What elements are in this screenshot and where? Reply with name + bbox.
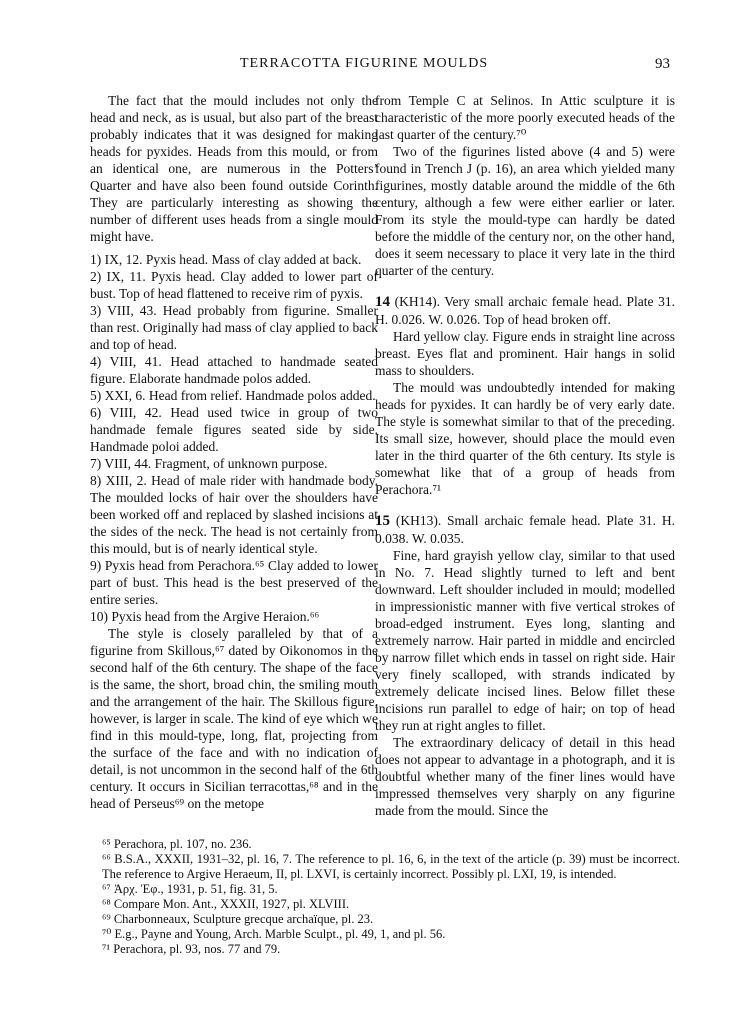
list-item: 7) VIII, 44. Fragment, of unknown purpose. [90,456,328,471]
list-item: 6) VIII, 42. Head used twice in group of two handmade female figures seated side by side. Handmade poloi added. [90,405,378,454]
entry-15-description: (KH13). Small archaic female head. Plate 31. H. 0.038. W. 0.035. [375,513,675,546]
entry-14-paragraph: The mould was undoubtedly intended for making heads for pyxides. It can hardly be of very early date. The style is somewhat similar to that of the preceding. Its small size, however, should place the mould even later in the third quarter of the 6th century. Its style is somewhat like that of a group of heads from Perachora.⁷¹ [375,380,675,497]
entry-15-heading [375,512,675,547]
entry-14-heading [375,293,675,328]
intro-paragraph: The fact that the mould includes not only the head and neck, as is usual, but also part of the breast probably indicates that it was designed for making heads for pyxides. Heads from this mould, or from an identical one, are numerous in the Potters’ Quarter and have also been found outside Corinth. They are particularly interesting as showing the number of different uses heads from a single mould might have. [90,93,378,244]
entry-14-description: (KH14). Very small archaic female head. Plate 31. H. 0.026. W. 0.026. Top of head broken off. [375,294,675,327]
running-header [90,56,680,76]
footnote: ⁷¹ Perachora, pl. 93, nos. 77 and 79. [102,942,281,956]
trench-paragraph: Two of the figurines listed above (4 and 5) were found in Trench J (p. 16), an area which yielded many figurines, mostly datable around the middle of the 6th century, although a few were either earlier or later. From its style the mould-type can hardly be dated before the middle of the century nor, on the other hand, does it seem necessary to place it very late in the third quarter of the century. [375,144,675,278]
list-item: 1) IX, 12. Pyxis head. Mass of clay added at back. [90,252,362,267]
footnote: ⁶⁹ Charbonneaux, Sculpture grecque archaïque, pl. 23. [102,912,374,926]
continued-paragraph: from Temple C at Selinos. In Attic sculpture it is characteristic of the more poorly executed heads of the last quarter of the century.⁷⁰ [375,93,675,142]
footnote: ⁶⁵ Perachora, pl. 107, no. 236. [102,837,252,851]
style-paragraph: The style is closely paralleled by that of a figurine from Skillous,⁶⁷ dated by Oikonomos in the second half of the 6th century. The shape of the face is the same, the short, broad chin, the smiling mouth and the arrangement of the hair. The Skillous figure, however, is larger in scale. The kind of eye which we find in this mould-type, long, flat, projecting from the surface of the face and with no indication of detail, is not uncommon in the second half of the 6th century. It occurs in Sicilian terracottas,⁶⁸ and in the head of Perseus⁶⁹ on the metope [90,626,378,811]
list-item: 4) VIII, 41. Head attached to handmade seated figure. Elaborate handmade polos added. [90,354,378,386]
footnote: ⁶⁷ Ἀρχ. Ἐφ., 1931, p. 51, fig. 31, 5. [102,882,278,896]
left-column [90,92,378,812]
entry-15-paragraph: Fine, hard grayish yellow clay, similar to that used in No. 7. Head slightly turned to left and bent downward. Left shoulder included in mould; modelled in impressionistic manner with five vertical strokes of broad-edged instrument. Eyes long, slanting and extremely narrow. Hair parted in middle and encircled by narrow fillet which ends in tassel on right side. Hair very finely scalloped, with strands indicated by extremely delicate incised lines. Below fillet these incisions run parallel to edge of hair; on top of head they run at right angles to fillet. [375,548,675,733]
entry-15-paragraph: The extraordinary delicacy of detail in this head does not appear to advantage in a photograph, and it is doubtful whether many of the finer lines would have impressed themselves very sharply on any figurine made from the mould. Since the [375,735,675,818]
list-item: 3) VIII, 43. Head probably from figurine. Smaller than rest. Originally had mass of clay applied to back and top of head. [90,303,378,352]
list-item: 8) XIII, 2. Head of male rider with handmade body. The moulded locks of hair over the shoulders have been worked off and replaced by slashed incisions at the sides of the neck. The head is not certainly from this mould, but is of nearly identical style. [90,473,378,556]
right-column [375,92,675,819]
list-item: 9) Pyxis head from Perachora.⁶⁵ Clay added to lower part of bust. This head is the best preserved of the entire series. [90,558,378,607]
running-title: TERRACOTTA FIGURINE MOULDS [240,56,489,71]
entry-15-number: 15 [375,513,390,529]
footnote: ⁶⁸ Compare Mon. Ant., XXXII, 1927, pl. XLVIII. [102,897,350,911]
list-item: 10) Pyxis head from the Argive Heraion.⁶⁶ [90,609,320,624]
footnotes [90,837,680,957]
page-number: 93 [655,56,670,72]
entry-14-number: 14 [375,294,390,310]
list-item: 5) XXI, 6. Head from relief. Handmade polos added. [90,388,376,403]
footnote: ⁶⁶ B.S.A., XXXII, 1931–32, pl. 16, 7. The reference to pl. 16, 6, in the text of the article (p. 39) must be incorrect. The reference to Argive Heraeum, II, pl. LXVI, is certainly incorrect. Possibly pl. LXI, 19, is intended. [102,852,680,881]
list-item: 2) IX, 11. Pyxis head. Clay added to lower part of bust. Top of head flattened to receive rim of pyxis. [90,269,378,301]
footnote: ⁷⁰ E.g., Payne and Young, Arch. Marble Sculpt., pl. 49, 1, and pl. 56. [102,927,446,941]
entry-14-paragraph: Hard yellow clay. Figure ends in straight line across breast. Eyes flat and prominent. Hair hangs in solid mass to shoulders. [375,329,675,378]
